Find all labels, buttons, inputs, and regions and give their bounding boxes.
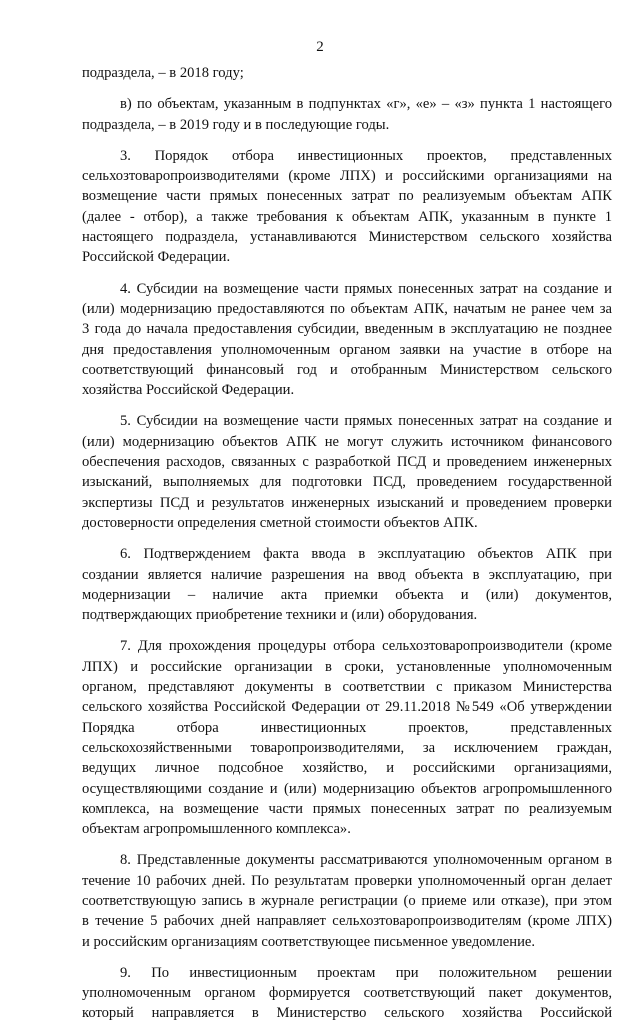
text-line: 6. Подтверждением факта ввода в эксплуатацию объектов АПК при [120, 546, 612, 563]
text-line: (или) модернизацию предоставляются по объектам АПК, начатым не ранее чем за [82, 300, 612, 317]
paragraph-p7 [82, 636, 612, 839]
text-line: 8. Представленные документы рассматриваются уполномоченным органом в [120, 852, 612, 869]
text-line: 5. Субсидии на возмещение части прямых понесенных затрат на создание и [120, 413, 612, 430]
paragraph-p0 [82, 63, 612, 83]
text-line: течение 10 рабочих дней. По результатам проверки уполномоченный орган делает [82, 872, 612, 889]
text-line: комплекса, на возмещение части прямых понесенных затрат по реализуемым [82, 800, 612, 817]
text-line: настоящего подраздела, устанавливаются Министерством сельского хозяйства [82, 229, 612, 246]
text-line: и российским организациям соответствующее письменное уведомление. [82, 933, 536, 950]
text-line: соответствующий финансовый год и отобранным Министерством сельского [82, 361, 612, 378]
text-line: сельхозтоваропроизводителями (кроме ЛПХ) и российскими организациями на [82, 168, 612, 185]
paragraph-p6 [82, 544, 612, 625]
paragraph-p8 [82, 850, 612, 951]
text-line: в) по объектам, указанным в подпунктах «г», «е» – «з» пункта 1 настоящего [120, 96, 612, 113]
paragraph-gap [82, 83, 612, 94]
text-line: сельского хозяйства Российской Федерации от 29.11.2018 №549 «Об утверждении [82, 699, 612, 716]
text-line: ведущих личное подсобное хозяйство, и российскими организациями, [82, 760, 612, 777]
text-line: хозяйства Российской Федерации. [82, 382, 295, 399]
paragraph-p_v [82, 94, 612, 135]
text-line: модернизации – наличие акта приемки объекта и (или) документов, [82, 586, 612, 603]
text-line: 3. Порядок отбора инвестиционных проектов, представленных [120, 147, 612, 164]
text-line: достоверности определения сметной стоимости объектов АПК. [82, 514, 478, 531]
text-line: 3 года до начала предоставления субсидии, введенным в эксплуатацию не позднее [82, 321, 612, 338]
page-number: 2 [316, 39, 324, 55]
document-body [82, 63, 612, 1024]
text-line: соответствующую запись в журнале регистрации (о приеме или отказе), при этом [82, 892, 612, 909]
text-line: возмещение части прямых понесенных затрат по реализуемым объектам АПК [82, 188, 612, 205]
paragraph-gap [82, 135, 612, 146]
text-line: подтверждающих приобретение техники и (или) оборудования. [82, 607, 478, 624]
paragraph-p9 [82, 963, 612, 1024]
text-line: подраздела, – в 2019 году и в последующие годы. [82, 116, 390, 133]
paragraph-gap [82, 839, 612, 850]
text-line: 7. Для прохождения процедуры отбора сельхозтоваропроизводители (кроме [120, 638, 612, 655]
text-line: сельскохозяйственными товаропроизводителями, за исключением граждан, [82, 739, 612, 756]
text-line: создании является наличие разрешения на ввод объекта в эксплуатацию, при [82, 566, 612, 583]
paragraph-p5 [82, 411, 612, 533]
paragraph-gap [82, 625, 612, 636]
text-line: в течение 5 рабочих дней направляет сельхозтоваропроизводителям (кроме ЛПХ) [82, 913, 612, 930]
text-line: (далее - отбор), а также требования к объектам АПК, указанным в пункте 1 [82, 208, 612, 225]
paragraph-p4 [82, 279, 612, 401]
paragraph-gap [82, 952, 612, 963]
text-line: Российской Федерации. [82, 249, 231, 266]
text-line: 9. По инвестиционным проектам при положительном решении [120, 964, 612, 981]
text-line: Порядка отбора инвестиционных проектов, представленных [82, 719, 612, 736]
text-line: изысканий, выполняемых для подготовки ПСД, проведением государственной [82, 474, 612, 491]
text-line: подраздела, – в 2018 году; [82, 65, 244, 81]
paragraph-p3 [82, 146, 612, 268]
text-line: органом, представляют документы в соответствии с приказом Министерства [82, 679, 612, 696]
paragraph-gap [82, 400, 612, 411]
text-line: 4. Субсидии на возмещение части прямых понесенных затрат на создание и [120, 280, 612, 297]
text-line: обеспечения расходов, связанных с разработкой ПСД и проведением инженерных [82, 454, 612, 471]
text-line: ЛПХ) и российские организации в сроки, установленные уполномоченным [82, 658, 612, 675]
paragraph-gap [82, 533, 612, 544]
text-line: который направляется в Министерство сельского хозяйства Российской [82, 1005, 612, 1022]
text-line: (или) модернизацию объектов АПК не могут служить источником финансового [82, 433, 612, 450]
text-line: дня предоставления уполномоченным органом заявки на участие в отборе на [82, 341, 612, 358]
text-line: уполномоченным органом формируется соответствующий пакет документов, [82, 985, 612, 1002]
text-line: осуществляющими создание и (или) модернизацию объектов агропромышленного [82, 780, 612, 797]
paragraph-gap [82, 268, 612, 279]
text-line: объектам агропромышленного комплекса». [82, 821, 351, 838]
text-line: экспертизы ПСД и результатов инженерных изысканий и проведением проверки [82, 494, 612, 511]
